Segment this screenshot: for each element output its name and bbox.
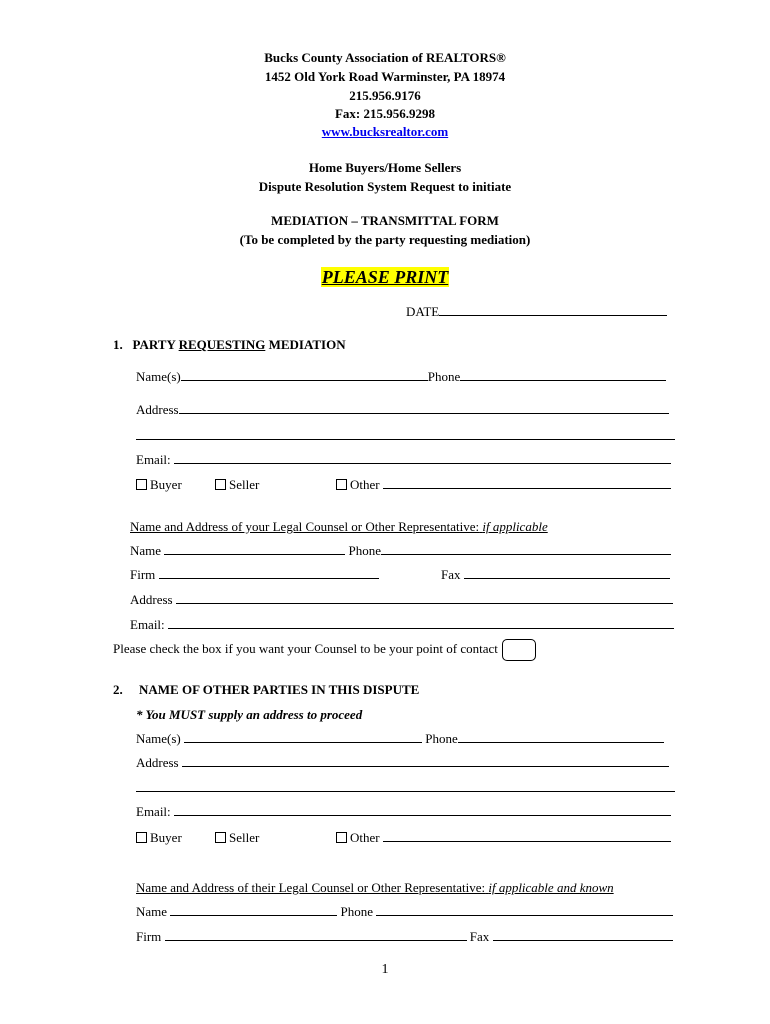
- s2-counsel-name-field[interactable]: [170, 904, 337, 916]
- s2-other-field[interactable]: [383, 830, 671, 842]
- s1-counsel-address-label: Address: [130, 592, 173, 607]
- s2-address-row: [136, 755, 669, 771]
- s2-counsel-firm-row: [136, 929, 673, 945]
- org-phone: 215.956.9176: [349, 88, 421, 103]
- s1-buyer-checkbox[interactable]: [136, 479, 147, 490]
- s1-counsel-name-field[interactable]: [164, 543, 345, 555]
- section1-heading-post: MEDIATION: [265, 337, 346, 352]
- s2-address-field[interactable]: [182, 755, 669, 767]
- s1-counsel-heading-note: if applicable: [482, 519, 548, 534]
- s1-phone-label: Phone: [427, 369, 461, 384]
- section1-heading-pre: PARTY: [132, 337, 179, 352]
- s2-buyer-label: Buyer: [150, 830, 182, 845]
- s1-counsel-email-label: Email:: [130, 617, 165, 632]
- date-label: DATE: [406, 304, 440, 319]
- s1-address-row: [136, 402, 669, 418]
- section2-number: 2.: [113, 682, 123, 697]
- s1-counsel-heading-text: Name and Address of your Legal Counsel or Other Representative:: [130, 519, 480, 534]
- s1-seller-option[interactable]: [215, 477, 259, 493]
- form-title-line2: Dispute Resolution System Request to initiate: [258, 179, 512, 194]
- s2-phone-field[interactable]: [458, 731, 664, 743]
- s1-names-field[interactable]: [181, 369, 428, 381]
- s2-counsel-heading-note: if applicable and known: [488, 880, 614, 895]
- s1-address-row2: [136, 428, 675, 444]
- s1-contact-check-label: Please check the box if you want your Counsel to be your point of contact: [113, 641, 498, 656]
- s1-buyer-label: Buyer: [150, 477, 182, 492]
- s2-seller-option[interactable]: [215, 830, 259, 846]
- s2-email-label: Email:: [136, 804, 171, 819]
- s2-email-field[interactable]: [174, 804, 671, 816]
- website-link[interactable]: www.bucksrealtor.com: [321, 124, 449, 139]
- s1-counsel-email-field[interactable]: [168, 617, 674, 629]
- s2-address-field-line2[interactable]: [136, 780, 675, 792]
- s1-counsel-address-row: [130, 592, 673, 608]
- s1-counsel-fax-field[interactable]: [464, 567, 670, 579]
- s2-other-label: Other: [350, 830, 380, 845]
- s1-names-label: Name(s): [136, 369, 181, 384]
- s1-phone-field[interactable]: [460, 369, 666, 381]
- org-fax: Fax: 215.956.9298: [334, 106, 436, 121]
- s1-counsel-address-field[interactable]: [176, 592, 673, 604]
- date-row: [406, 304, 667, 320]
- s2-names-label: Name(s): [136, 731, 181, 746]
- s1-address-field[interactable]: [179, 402, 669, 414]
- section2-note: * You MUST supply an address to proceed: [136, 707, 363, 722]
- s1-counsel-fax-row: [441, 567, 670, 583]
- s2-names-field[interactable]: [184, 731, 422, 743]
- section1-heading-underlined: REQUESTING: [178, 337, 266, 352]
- section1-number: 1.: [113, 337, 123, 352]
- org-address: 1452 Old York Road Warminster, PA 18974: [264, 69, 506, 84]
- s1-email-field[interactable]: [174, 452, 671, 464]
- s2-counsel-phone-field[interactable]: [376, 904, 673, 916]
- s2-phone-label: Phone: [425, 731, 458, 746]
- s1-counsel-contact-checkbox[interactable]: [502, 639, 536, 661]
- section2-heading-text: NAME OF OTHER PARTIES IN THIS DISPUTE: [139, 682, 420, 697]
- s2-counsel-fax-field[interactable]: [493, 929, 673, 941]
- s2-counsel-name-label: Name: [136, 904, 168, 919]
- s1-email-label: Email:: [136, 452, 171, 467]
- s2-names-row: [136, 731, 664, 747]
- org-name: Bucks County Association of REALTORS®: [264, 50, 506, 65]
- s1-counsel-name-row: [130, 543, 671, 559]
- s1-counsel-firm-label: Firm: [130, 567, 156, 582]
- form-title-line4: (To be completed by the party requesting mediation): [239, 232, 531, 247]
- s2-email-row: [136, 804, 671, 820]
- s1-counsel-phone-label: Phone: [348, 543, 382, 558]
- s1-seller-checkbox[interactable]: [215, 479, 226, 490]
- form-title-line1: Home Buyers/Home Sellers: [308, 160, 462, 175]
- s1-counsel-fax-label: Fax: [441, 567, 461, 582]
- s1-counsel-phone-field[interactable]: [381, 543, 671, 555]
- s1-email-row: [136, 452, 671, 468]
- section2-heading: [113, 682, 419, 698]
- s1-other-option: [336, 477, 671, 493]
- page-number: 1: [381, 962, 389, 977]
- s1-counsel-firm-row: [130, 567, 379, 583]
- s1-seller-label: Seller: [229, 477, 260, 492]
- s1-address-field-line2[interactable]: [136, 428, 675, 440]
- s1-counsel-name-label: Name: [130, 543, 162, 558]
- s1-names-row: [136, 369, 666, 385]
- s2-address-label: Address: [136, 755, 179, 770]
- s2-counsel-name-row: [136, 904, 673, 920]
- s2-counsel-heading-text: Name and Address of their Legal Counsel or Other Representative:: [136, 880, 486, 895]
- s2-counsel-phone-label: Phone: [340, 904, 374, 919]
- please-print-banner: PLEASE PRINT: [321, 267, 449, 287]
- s1-address-label: Address: [136, 402, 179, 417]
- s1-other-label: Other: [350, 477, 380, 492]
- s2-seller-label: Seller: [229, 830, 260, 845]
- s2-counsel-firm-field[interactable]: [165, 929, 467, 941]
- s2-address-row2: [136, 780, 675, 796]
- s2-seller-checkbox[interactable]: [215, 832, 226, 843]
- s1-other-field[interactable]: [383, 477, 671, 489]
- s2-buyer-option[interactable]: [136, 830, 182, 846]
- s2-counsel-fax-label: Fax: [469, 929, 490, 944]
- s2-counsel-firm-label: Firm: [136, 929, 162, 944]
- section1-heading: [113, 337, 346, 353]
- s1-counsel-firm-field[interactable]: [159, 567, 379, 579]
- s2-counsel-heading: [136, 880, 614, 896]
- s1-other-checkbox[interactable]: [336, 479, 347, 490]
- form-title-line3: MEDIATION – TRANSMITTAL FORM: [271, 213, 499, 228]
- s2-buyer-checkbox[interactable]: [136, 832, 147, 843]
- s1-buyer-option[interactable]: [136, 477, 182, 493]
- s1-contact-check-row: [113, 637, 536, 661]
- date-field[interactable]: [439, 304, 667, 316]
- s1-counsel-heading: [130, 519, 548, 535]
- s2-other-checkbox[interactable]: [336, 832, 347, 843]
- s1-counsel-email-row: [130, 617, 674, 633]
- s2-other-option: [336, 830, 671, 846]
